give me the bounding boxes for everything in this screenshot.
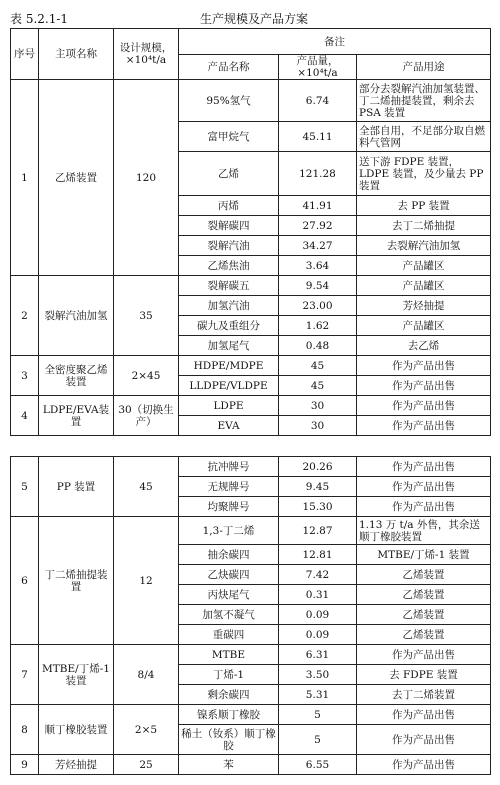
production-table-part-1 <box>10 28 491 436</box>
product-name: 乙烯焦油 <box>179 256 279 276</box>
product-usage: 去丁二烯装置 <box>357 685 491 705</box>
unit-seq: 6 <box>11 517 39 645</box>
product-output: 9.45 <box>279 477 357 497</box>
unit-seq: 5 <box>11 457 39 517</box>
product-name: 乙烯 <box>179 152 279 196</box>
product-name: 抗冲牌号 <box>179 457 279 477</box>
product-name: 镍系顺丁橡胶 <box>179 705 279 725</box>
product-output: 5.31 <box>279 685 357 705</box>
product-usage: 产品罐区 <box>357 276 491 296</box>
product-output: 20.26 <box>279 457 357 477</box>
product-output: 27.92 <box>279 216 357 236</box>
unit-seq: 2 <box>11 276 39 356</box>
product-usage: 1.13 万 t/a 外售，其余送顺丁橡胶装置 <box>357 517 491 545</box>
unit-seq: 3 <box>11 356 39 396</box>
product-name: 1,3-丁二烯 <box>179 517 279 545</box>
unit-capacity: 12 <box>114 517 179 645</box>
table-caption <box>10 8 490 26</box>
header-product-name: 产品名称 <box>179 55 279 80</box>
product-output: 45 <box>279 376 357 396</box>
product-usage: 作为产品出售 <box>357 725 491 755</box>
product-usage: 全部自用，不足部分取自燃料气管网 <box>357 122 491 152</box>
product-name: 加氢不凝气 <box>179 605 279 625</box>
product-usage: 作为产品出售 <box>357 416 491 436</box>
product-name: HDPE/MDPE <box>179 356 279 376</box>
table-row <box>11 80 491 122</box>
product-name: LDPE <box>179 396 279 416</box>
product-name: 均聚牌号 <box>179 497 279 517</box>
product-output: 3.64 <box>279 256 357 276</box>
header-unit-name: 主项名称 <box>39 29 114 80</box>
header-usage: 产品用途 <box>357 55 491 80</box>
product-output: 41.91 <box>279 196 357 216</box>
product-usage: 作为产品出售 <box>357 396 491 416</box>
unit-capacity: 45 <box>114 457 179 517</box>
product-output: 0.48 <box>279 336 357 356</box>
product-output: 12.81 <box>279 545 357 565</box>
product-output: 45.11 <box>279 122 357 152</box>
product-output: 6.31 <box>279 645 357 665</box>
product-output: 0.31 <box>279 585 357 605</box>
product-output: 9.54 <box>279 276 357 296</box>
product-name: MTBE <box>179 645 279 665</box>
unit-name: LDPE/EVA装置 <box>39 396 114 436</box>
product-name: 裂解碳五 <box>179 276 279 296</box>
product-usage: 送下游 FDPE 装置，LDPE 装置，及少量去 PP 装置 <box>357 152 491 196</box>
product-name: LLDPE/VLDPE <box>179 376 279 396</box>
table-row <box>11 755 491 775</box>
unit-name: 顺丁橡胶装置 <box>39 705 114 755</box>
header-output: 产品量，×10⁴t/a <box>279 55 357 80</box>
unit-seq: 8 <box>11 705 39 755</box>
product-name: 加氢尾气 <box>179 336 279 356</box>
unit-name: 全密度聚乙烯装置 <box>39 356 114 396</box>
unit-name: MTBE/丁烯-1 装置 <box>39 645 114 705</box>
product-name: 苯 <box>179 755 279 775</box>
product-output: 6.55 <box>279 755 357 775</box>
table-number: 表 5.2.1-1 <box>10 12 69 26</box>
product-output: 121.28 <box>279 152 357 196</box>
product-usage: 去 FDPE 装置 <box>357 665 491 685</box>
product-output: 23.00 <box>279 296 357 316</box>
product-name: 富甲烷气 <box>179 122 279 152</box>
product-output: 30 <box>279 416 357 436</box>
product-usage: 去裂解汽油加氢 <box>357 236 491 256</box>
product-usage: 作为产品出售 <box>357 457 491 477</box>
product-name: 稀土（钕系）顺丁橡胶 <box>179 725 279 755</box>
unit-name: 乙烯装置 <box>39 80 114 276</box>
unit-capacity: 35 <box>114 276 179 356</box>
product-name: 乙炔碳四 <box>179 565 279 585</box>
product-name: 95%氢气 <box>179 80 279 122</box>
product-name: 抽余碳四 <box>179 545 279 565</box>
unit-capacity: 25 <box>114 755 179 775</box>
product-usage: MTBE/丁烯-1 装置 <box>357 545 491 565</box>
product-name: 丙炔尾气 <box>179 585 279 605</box>
product-output: 1.62 <box>279 316 357 336</box>
product-usage: 作为产品出售 <box>357 477 491 497</box>
unit-name: 芳烃抽提 <box>39 755 114 775</box>
unit-name: 丁二烯抽提装置 <box>39 517 114 645</box>
table-row <box>11 517 491 545</box>
product-name: 重碳四 <box>179 625 279 645</box>
product-output: 3.50 <box>279 665 357 685</box>
product-usage: 作为产品出售 <box>357 376 491 396</box>
product-output: 12.87 <box>279 517 357 545</box>
unit-seq: 9 <box>11 755 39 775</box>
production-table-part-2 <box>10 456 491 775</box>
product-output: 0.09 <box>279 625 357 645</box>
product-output: 7.42 <box>279 565 357 585</box>
unit-capacity: 2×5 <box>114 705 179 755</box>
product-output: 5 <box>279 705 357 725</box>
product-output: 0.09 <box>279 605 357 625</box>
product-name: 丁烯-1 <box>179 665 279 685</box>
product-usage: 部分去裂解汽油加氢装置、丁二烯抽提装置，剩余去 PSA 装置 <box>357 80 491 122</box>
product-output: 15.30 <box>279 497 357 517</box>
unit-capacity: 120 <box>114 80 179 276</box>
table-row <box>11 276 491 296</box>
unit-seq: 7 <box>11 645 39 705</box>
unit-seq: 1 <box>11 80 39 276</box>
unit-capacity: 30（切换生产） <box>114 396 179 436</box>
unit-seq: 4 <box>11 396 39 436</box>
product-name: 碳九及重组分 <box>179 316 279 336</box>
product-usage: 作为产品出售 <box>357 356 491 376</box>
product-name: 无规牌号 <box>179 477 279 497</box>
product-name: EVA <box>179 416 279 436</box>
product-name: 加氢汽油 <box>179 296 279 316</box>
product-usage: 作为产品出售 <box>357 645 491 665</box>
product-usage: 作为产品出售 <box>357 705 491 725</box>
product-name: 裂解碳四 <box>179 216 279 236</box>
table-row <box>11 457 491 477</box>
table-row <box>11 705 491 725</box>
table-row <box>11 356 491 376</box>
product-name: 裂解汽油 <box>179 236 279 256</box>
unit-name: PP 装置 <box>39 457 114 517</box>
product-name: 剩余碳四 <box>179 685 279 705</box>
unit-capacity: 2×45 <box>114 356 179 396</box>
product-output: 34.27 <box>279 236 357 256</box>
table-row <box>11 645 491 665</box>
product-output: 45 <box>279 356 357 376</box>
product-usage: 芳烃抽提 <box>357 296 491 316</box>
table-title: 生产规模及产品方案 <box>200 12 309 26</box>
product-usage: 去 PP 装置 <box>357 196 491 216</box>
product-usage: 去丁二烯抽提 <box>357 216 491 236</box>
product-usage: 作为产品出售 <box>357 755 491 775</box>
header-note: 备注 <box>179 29 491 55</box>
product-output: 5 <box>279 725 357 755</box>
table-row <box>11 396 491 416</box>
unit-capacity: 8/4 <box>114 645 179 705</box>
product-usage: 乙烯装置 <box>357 625 491 645</box>
header-capacity: 设计规模，×10⁴t/a <box>114 29 179 80</box>
product-usage: 作为产品出售 <box>357 497 491 517</box>
product-output: 6.74 <box>279 80 357 122</box>
product-usage: 产品罐区 <box>357 256 491 276</box>
product-usage: 乙烯装置 <box>357 585 491 605</box>
product-usage: 去乙烯 <box>357 336 491 356</box>
header-seq: 序号 <box>11 29 39 80</box>
product-usage: 产品罐区 <box>357 316 491 336</box>
product-usage: 乙烯装置 <box>357 565 491 585</box>
unit-name: 裂解汽油加氢 <box>39 276 114 356</box>
product-usage: 乙烯装置 <box>357 605 491 625</box>
product-name: 丙烯 <box>179 196 279 216</box>
product-output: 30 <box>279 396 357 416</box>
